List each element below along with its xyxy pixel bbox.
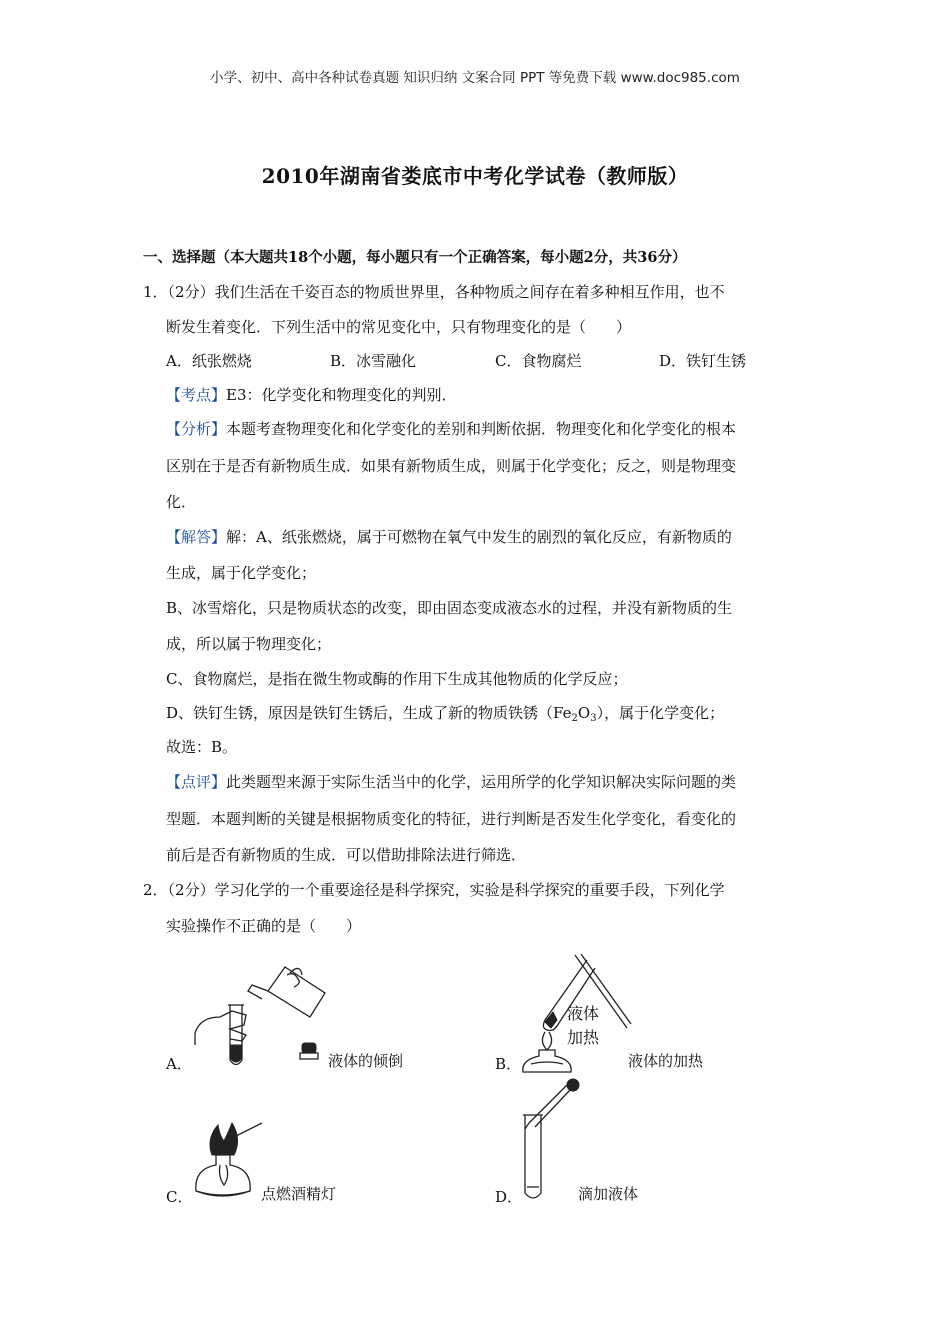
q1-fenxi-line3: 化． [166,493,197,511]
q1-jieda-line1 [166,526,732,548]
fenxi-text1: 本题考查物理变化和化学变化的差别和判断依据．物理变化和化学变化的根本 [226,420,737,438]
q1-jieda-line6 [166,702,724,730]
q2-option-d-label: D． [495,1188,523,1206]
jieda-text1: 解：A、纸张燃烧，属于可燃物在氧气中发生的剧烈的氧化反应，有新物质的 [226,528,732,546]
q1-fenxi-line2: 区别在于是否有新物质生成．如果有新物质生成，则属于化学变化；反之，则是物理变 [166,457,737,475]
lighting-lamp-figure [190,1115,270,1205]
q1-fenxi-line1 [166,418,736,440]
q1-dianping-line2: 型题．本题判断的关键是根据物质变化的特征，进行判断是否发生化学变化，看变化的 [166,810,737,828]
fenxi-tag: 【分析】 [166,420,227,438]
dianping-text1: 此类题型来源于实际生活当中的化学，运用所学的化学知识解决实际问题的类 [226,773,737,791]
jieda6-sub3: 3 [590,713,597,724]
kaodian-tag: 【考点】 [166,386,227,404]
pouring-liquid-figure [190,945,340,1070]
page-title: 2010年湖南省娄底市中考化学试卷（教师版） [261,164,689,188]
q2-stem-line1: 2．（2分）学习化学的一个重要途径是科学探究，实验是科学探究的重要手段，下列化学 [143,881,725,899]
q2-option-b-label: B． [495,1055,522,1073]
jieda6-part1: D、铁钉生锈，原因是铁钉生锈后，生成了新的物质铁锈（Fe [166,704,572,722]
q1-jieda-line2: 生成，属于化学变化； [166,564,317,582]
q1-option-d: D．铁钉生锈 [659,352,747,370]
q1-stem-line1: 1．（2分）我们生活在千姿百态的物质世界里，各种物质之间存在着多种相互作用，也不 [143,283,725,301]
q1-dianping-line3: 前后是否有新物质的生成．可以借助排除法进行筛选． [166,846,527,864]
fig-heating-label: 加热 [567,1028,600,1047]
jieda6-part2: ），属于化学变化； [596,704,725,722]
q1-option-a: A．纸张燃烧 [166,352,252,370]
section-heading: 一、选择题（本大题共18个小题，每小题只有一个正确答案，每小题2分，共36分） [143,249,687,266]
page-header: 小学、初中、高中各种试卷真题 知识归纳 文案合同 PPT 等免费下载 www.doc985.com [210,70,740,86]
kaodian-text: E3：化学变化和物理变化的判别． [226,386,457,404]
q1-option-b: B．冰雪融化 [330,352,417,370]
q1-dianping-line1 [166,771,736,793]
fig-liquid-label: 液体 [567,1004,600,1023]
dropping-liquid-figure [515,1075,585,1205]
q1-jieda-line3: B、冰雪熔化，只是物质状态的改变，即由固态变成液态水的过程，并没有新物质的生 [166,599,733,617]
q2-option-d-caption: 滴加液体 [578,1185,639,1203]
q2-option-c-caption: 点燃酒精灯 [261,1185,337,1203]
q1-kaodian [166,384,457,406]
q1-jieda-line7: 故选：B。 [166,738,238,756]
jieda-tag: 【解答】 [166,528,227,546]
q1-jieda-line4: 成，所以属于物理变化； [166,635,332,653]
q2-stem-line2: 实验操作不正确的是（ ） [166,917,362,935]
q2-option-a-caption: 液体的倾倒 [328,1052,404,1070]
dianping-tag: 【点评】 [166,773,227,791]
q1-stem-line2: 断发生着变化．下列生活中的常见变化中，只有物理变化的是（ ） [166,318,632,336]
heating-liquid-figure [515,950,635,1075]
q2-option-a-label: A． [166,1055,192,1073]
q2-option-b-caption: 液体的加热 [628,1052,704,1070]
jieda6-part-o: O [577,704,591,722]
q1-option-c: C．食物腐烂 [495,352,582,370]
jieda6-sub2: 2 [571,713,578,724]
q2-option-c-label: C． [166,1188,193,1206]
q1-jieda-line5: C、食物腐烂，是指在微生物或酶的作用下生成其他物质的化学反应； [166,670,628,688]
